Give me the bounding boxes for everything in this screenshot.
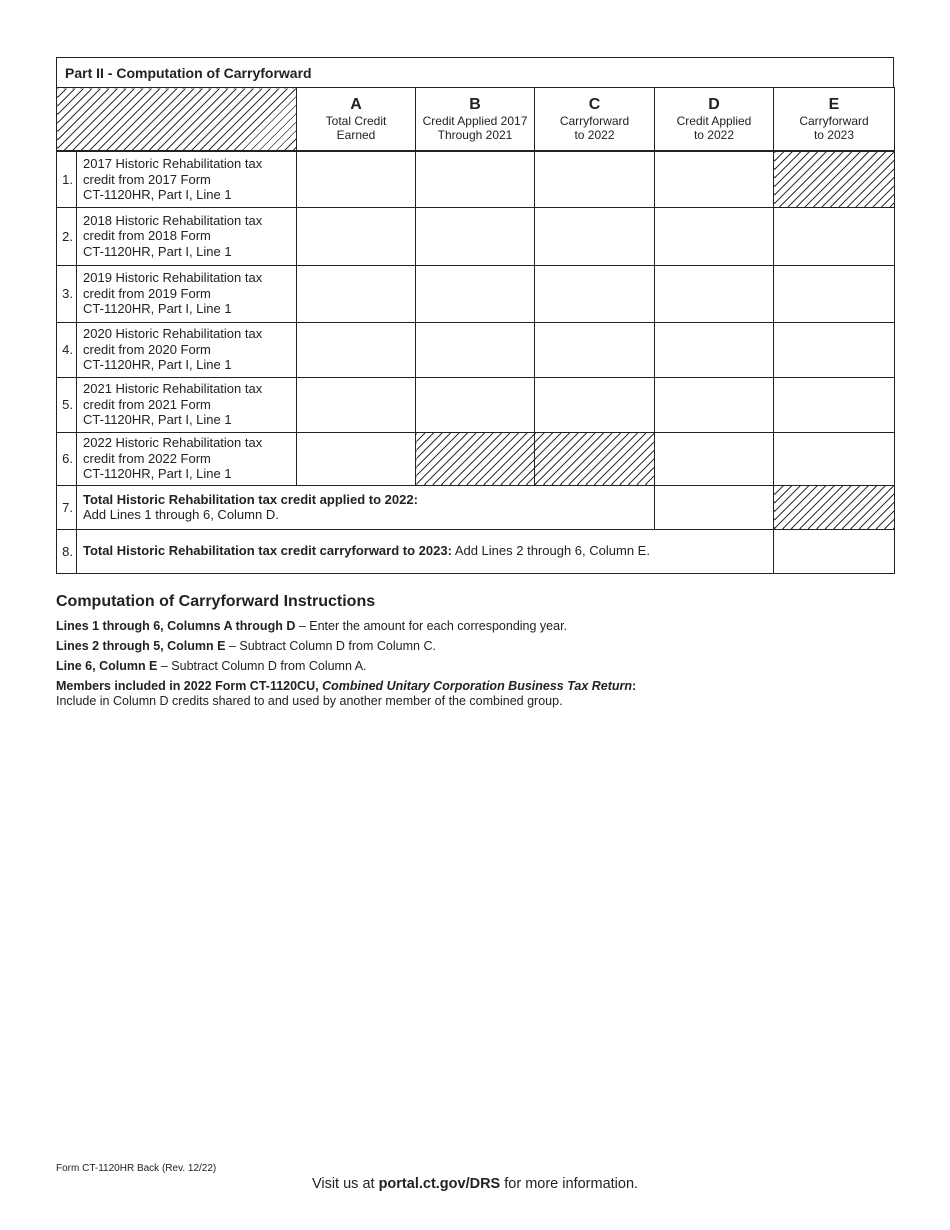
- instruction-item: Lines 2 through 5, Column E – Subtract Column D from Column C.: [56, 639, 436, 653]
- column-header-c: C Carryforward to 2022: [535, 88, 655, 152]
- line3-col-a-field[interactable]: [297, 265, 416, 322]
- line3-col-d-field[interactable]: [655, 265, 774, 322]
- line-number: 6.: [57, 432, 77, 485]
- portal-link[interactable]: portal.ct.gov/DRS: [378, 1176, 501, 1192]
- line4-col-a-field[interactable]: [297, 322, 416, 377]
- instructions-section: [56, 593, 894, 714]
- line-description: 2018 Historic Rehabilitation tax credit from 2018 Form CT-1120HR, Part I, Line 1: [77, 207, 297, 265]
- line4-col-e-field[interactable]: [774, 322, 895, 377]
- line-description: 2017 Historic Rehabilitation tax credit from 2017 Form CT-1120HR, Part I, Line 1: [77, 151, 297, 207]
- instruction-item: Members included in 2022 Form CT-1120CU, Combined Unitary Corporation Business Tax Return: Include in Column D credits shared to and used by another member of the combined group.: [56, 679, 637, 708]
- line1-col-b-field[interactable]: [416, 151, 535, 207]
- header-row: [57, 88, 895, 152]
- line1-col-c-field[interactable]: [535, 151, 655, 207]
- part-title: Part II - Computation of Carryforward: [56, 57, 894, 87]
- visit-info: Visit us at portal.ct.gov/DRS for more information.: [311, 1176, 639, 1192]
- line5-col-e-field[interactable]: [774, 377, 895, 432]
- line2-col-c-field[interactable]: [535, 207, 655, 265]
- line5-col-d-field[interactable]: [655, 377, 774, 432]
- hatched-cell: [774, 151, 895, 207]
- carryforward-form: [56, 57, 894, 574]
- table-row: [57, 529, 895, 573]
- line5-col-a-field[interactable]: [297, 377, 416, 432]
- line-number: 5.: [57, 377, 77, 432]
- line8-description: Total Historic Rehabilitation tax credit carryforward to 2023: Add Lines 2 through 6, Column E.: [77, 529, 774, 573]
- table-row: [57, 485, 895, 529]
- line-number: 7.: [57, 485, 77, 529]
- column-header-d: D Credit Applied to 2022: [655, 88, 774, 152]
- form-id: Form CT-1120HR Back (Rev. 12/22): [56, 1163, 217, 1174]
- table-row: [57, 432, 895, 485]
- line6-col-a-field[interactable]: [297, 432, 416, 485]
- line2-col-e-field[interactable]: [774, 207, 895, 265]
- line2-col-a-field[interactable]: [297, 207, 416, 265]
- line5-col-b-field[interactable]: [416, 377, 535, 432]
- line7-col-d-field[interactable]: [655, 485, 774, 529]
- line-number: 2.: [57, 207, 77, 265]
- line-number: 4.: [57, 322, 77, 377]
- hatched-cell: [774, 485, 895, 529]
- line3-col-b-field[interactable]: [416, 265, 535, 322]
- table-row: [57, 322, 895, 377]
- line-number: 3.: [57, 265, 77, 322]
- line4-col-d-field[interactable]: [655, 322, 774, 377]
- column-header-b: B Credit Applied 2017 Through 2021: [416, 88, 535, 152]
- line1-col-a-field[interactable]: [297, 151, 416, 207]
- line-number: 8.: [57, 529, 77, 573]
- line6-col-d-field[interactable]: [655, 432, 774, 485]
- hatched-cell: [416, 432, 535, 485]
- line-number: 1.: [57, 151, 77, 207]
- instruction-item: Line 6, Column E – Subtract Column D from Column A.: [56, 659, 367, 673]
- carryforward-table: [56, 87, 895, 574]
- line7-description: Total Historic Rehabilitation tax credit applied to 2022: Add Lines 1 through 6, Column D.: [77, 485, 655, 529]
- table-row: [57, 265, 895, 322]
- line4-col-c-field[interactable]: [535, 322, 655, 377]
- line4-col-b-field[interactable]: [416, 322, 535, 377]
- line2-col-b-field[interactable]: [416, 207, 535, 265]
- line8-col-e-field[interactable]: [774, 529, 895, 573]
- line5-col-c-field[interactable]: [535, 377, 655, 432]
- line6-col-e-field[interactable]: [774, 432, 895, 485]
- table-row: [57, 207, 895, 265]
- column-header-a: A Total Credit Earned: [297, 88, 416, 152]
- line3-col-c-field[interactable]: [535, 265, 655, 322]
- table-row: [57, 151, 895, 207]
- line-description: 2021 Historic Rehabilitation tax credit from 2021 Form CT-1120HR, Part I, Line 1: [77, 377, 297, 432]
- table-row: [57, 377, 895, 432]
- hatched-cell: [535, 432, 655, 485]
- line-description: 2019 Historic Rehabilitation tax credit from 2019 Form CT-1120HR, Part I, Line 1: [77, 265, 297, 322]
- line-description: 2022 Historic Rehabilitation tax credit from 2022 Form CT-1120HR, Part I, Line 1: [77, 432, 297, 485]
- line3-col-e-field[interactable]: [774, 265, 895, 322]
- line2-col-d-field[interactable]: [655, 207, 774, 265]
- line1-col-d-field[interactable]: [655, 151, 774, 207]
- line-description: 2020 Historic Rehabilitation tax credit from 2020 Form CT-1120HR, Part I, Line 1: [77, 322, 297, 377]
- column-header-e: E Carryforward to 2023: [774, 88, 895, 152]
- instructions-heading: Computation of Carryforward Instructions: [56, 593, 376, 610]
- header-hatched-cell: [57, 88, 297, 152]
- instruction-item: Lines 1 through 6, Columns A through D – Enter the amount for each corresponding year.: [56, 619, 568, 633]
